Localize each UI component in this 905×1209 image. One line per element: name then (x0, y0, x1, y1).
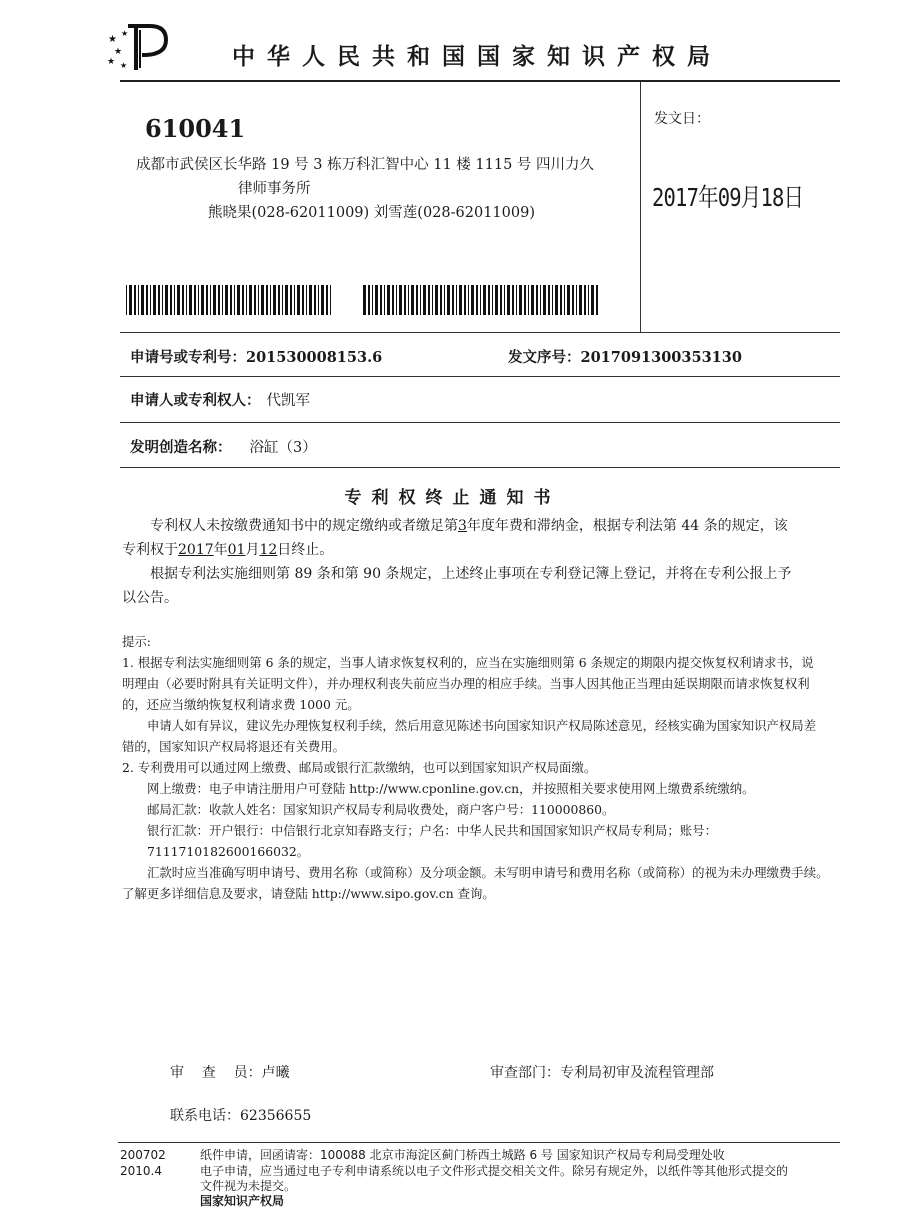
form-code-2: 2010.4 (120, 1164, 162, 1178)
serial-number-value: 2017091300353130 (580, 349, 742, 366)
tip1-line-2: 明理由（必要时附具有关证明文件），并办理权利丧失前应当办理的相应手续。当事人因其他正当理由延误期限而请求恢复权利 (122, 676, 810, 691)
application-number-field (130, 346, 382, 367)
p1-year-number: 3 (458, 518, 467, 534)
tip2-line-6: 了解更多详细信息及要求，请登陆 http://www.sipo.gov.cn 查询。 (122, 886, 495, 901)
p1-text-f: 日终止。 (277, 542, 334, 558)
notice-paragraph-2 (122, 562, 837, 610)
examiner-field (170, 1062, 290, 1082)
barcode-right (363, 285, 603, 315)
tip1-line-4: 申请人如有异议，建议先办理恢复权利手续，然后用意见陈述书向国家知识产权局陈述意见，经核实确为国家知识产权局差 (147, 718, 817, 733)
tip1-line-1: 1. 根据专利法实施细则第 6 条的规定，当事人请求恢复权利的，应当在实施细则第 6 条规定的期限内提交恢复权利请求书，说 (122, 655, 814, 670)
office-name: 中华人民共和国国家知识产权局 (232, 44, 722, 70)
tip2-line-1: 2. 专利费用可以通过网上缴费、邮局或银行汇款缴纳，也可以到国家知识产权局面缴。 (122, 760, 597, 775)
footer-divider (118, 1142, 840, 1143)
svg-text:★: ★ (121, 29, 129, 38)
address-bottom-divider (120, 332, 840, 333)
p1-termination-day: 12 (259, 542, 278, 558)
tip2-line-5: 汇款时应当准确写明申请号、费用名称（或简称）及分项金额。未写明申请号和费用名称（或简称）的视为未办理缴费手续。 (147, 865, 829, 880)
dispatch-date-value: 2017年09月18日 (652, 183, 804, 212)
serial-number-field (508, 346, 742, 367)
phone-value: 62356655 (240, 1108, 312, 1124)
footer-electronic-notice: 电子申请，应当通过电子专利申请系统以电子文件形式提交相关文件。除另有规定外，以纸件等其他形式提交的 (200, 1164, 789, 1178)
tip2-line-4: 银行汇款：开户银行：中信银行北京知春路支行；户名：中华人民共和国国家知识产权局专利局；账号：7111710182600166032。 (147, 823, 717, 859)
applicant-field (130, 389, 310, 410)
dispatch-date-label: 发文日： (654, 111, 710, 127)
tip1-line-5: 错的，国家知识产权局将退还有关费用。 (122, 739, 346, 754)
svg-text:★: ★ (107, 57, 116, 67)
tips-block (122, 631, 842, 904)
serial-number-label: 发文序号： (508, 349, 581, 366)
notice-paragraph-1 (122, 514, 837, 562)
field-divider-2 (120, 422, 840, 423)
form-code-1: 200702 (120, 1148, 166, 1162)
tips-heading: 提示: (122, 634, 151, 649)
phone-label: 联系电话： (170, 1108, 240, 1124)
svg-text:★: ★ (120, 61, 128, 70)
department-label: 审查部门： (490, 1065, 560, 1081)
field-divider-1 (120, 376, 840, 377)
p1-text-b: 年度年费和滞纳金，根据专利法第 44 条的规定，该 (466, 518, 788, 534)
invention-label: 发明创造名称： (130, 439, 232, 456)
tip2-line-2: 网上缴费：电子申请注册用户可登陆 http://www.cponline.gov.cn，并按照相关要求使用网上缴费系统缴纳。 (147, 781, 755, 796)
p1-text-c: 专利权于 (122, 542, 178, 558)
p2-line-2: 以公告。 (122, 590, 178, 606)
application-number-label: 申请号或专利号： (130, 349, 246, 366)
applicant-label: 申请人或专利权人： (130, 392, 261, 409)
recipient-contacts: 熊晓果(028-62011009) 刘雪莲(028-62011009) (208, 205, 535, 221)
application-number-value: 201530008153.6 (246, 349, 383, 366)
examiner-label: 审 查 员： (170, 1065, 262, 1081)
address-line-2: 律师事务所 (238, 181, 311, 197)
p1-text-d: 年 (213, 542, 228, 558)
cnipa-logo-icon (106, 22, 168, 72)
tip2-line-3: 邮局汇款：收款人姓名：国家知识产权局专利局收费处，商户客户号：110000860。 (147, 802, 615, 817)
svg-text:★: ★ (114, 47, 123, 57)
date-column-divider (640, 82, 641, 332)
p1-termination-month: 01 (227, 542, 246, 558)
footer-mail-address: 纸件申请，回函请寄：100088 北京市海淀区蓟门桥西土城路 6 号 国家知识产权局专利局受理处收 (200, 1148, 725, 1162)
p2-line-1: 根据专利法实施细则第 89 条和第 90 条规定，上述终止事项在专利登记簿上登记，并将在专利公报上予 (150, 566, 792, 582)
p1-termination-year: 2017 (178, 542, 214, 558)
notice-title: 专利权终止通知书 (344, 488, 561, 508)
invention-field (130, 436, 317, 457)
field-divider-3 (120, 467, 840, 468)
address-line-1: 成都市武侯区长华路 19 号 3 栋万科汇智中心 11 楼 1115 号 四川力久 (136, 157, 595, 173)
p1-text-e: 月 (245, 542, 260, 558)
top-divider (120, 80, 840, 82)
department-value: 专利局初审及流程管理部 (560, 1065, 714, 1081)
phone-field (170, 1105, 311, 1125)
footer-electronic-notice-2: 文件视为未提交。 (200, 1179, 297, 1193)
svg-text:★: ★ (108, 34, 117, 45)
barcode-left (126, 285, 336, 315)
invention-value: 浴缸（3） (249, 440, 317, 456)
department-field (490, 1062, 714, 1082)
p1-text-a: 专利权人未按缴费通知书中的规定缴纳或者缴足第 (150, 518, 458, 534)
applicant-value: 代凯军 (266, 393, 310, 409)
postcode: 610041 (145, 114, 246, 143)
examiner-value: 卢曦 (261, 1065, 290, 1081)
footer-office-name: 国家知识产权局 (200, 1194, 285, 1208)
tip1-line-3: 的，还应当缴纳恢复权利请求费 1000 元。 (122, 697, 360, 712)
